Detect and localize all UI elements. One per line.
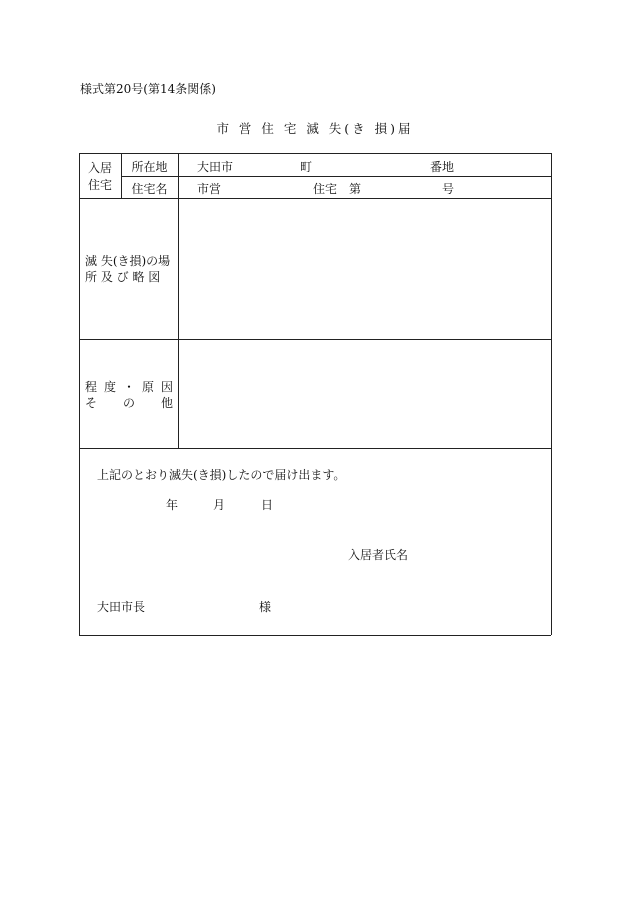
divider-label-value-bottom: [178, 198, 179, 448]
page-title: 市 営 住 宅 滅 失(き 損)届: [216, 121, 414, 136]
label-char: 原: [141, 380, 154, 394]
divider-location-name: [121, 176, 551, 177]
table-border-right: [551, 153, 552, 635]
label-char: 因: [160, 380, 173, 394]
damage-place-label-line1: 滅 失(き損)の場: [85, 254, 171, 268]
damage-place-label: [85, 253, 173, 285]
housing-prefix: 市営: [197, 182, 222, 196]
table-border-left: [79, 153, 80, 635]
resident-housing-label-line2: 住宅: [87, 178, 112, 192]
housing-middle: 住宅 第: [313, 182, 362, 196]
divider-place-degree: [79, 339, 551, 340]
table-border-bottom: [79, 635, 551, 636]
label-char: の: [122, 396, 135, 410]
divider-label-value-top: [178, 153, 179, 198]
degree-cause-label: [85, 379, 173, 411]
damage-place-label-line2: 所 及 び 略 図: [85, 270, 161, 284]
damage-place-field[interactable]: [180, 200, 549, 337]
location-label: 所在地: [131, 160, 168, 174]
housing-suffix: 号: [442, 182, 455, 196]
location-city: 大田市: [197, 160, 234, 174]
date-year-label: 年: [166, 498, 179, 512]
degree-cause-field[interactable]: [180, 341, 549, 446]
addressee: 大田市長: [97, 600, 146, 614]
housing-name-label: 住宅名: [131, 182, 168, 196]
honorific: 様: [259, 600, 272, 614]
resident-housing-label-line1: 入居: [87, 161, 112, 175]
label-char: そ: [85, 396, 98, 410]
date-month-label: 月: [213, 498, 226, 512]
declaration-statement: 上記のとおり滅失(き損)したので届け出ます。: [97, 468, 346, 482]
location-number: 番地: [430, 160, 455, 174]
date-day-label: 日: [261, 498, 274, 512]
divider-housing-place: [79, 198, 551, 199]
form-number: 様式第20号(第14条関係): [80, 82, 216, 96]
degree-cause-label-line2: [85, 395, 173, 411]
location-town: 町: [300, 160, 313, 174]
label-char: ・: [122, 380, 135, 394]
label-char: 他: [160, 396, 173, 410]
table-border-top: [79, 153, 551, 154]
divider-degree-declaration: [79, 448, 551, 449]
resident-housing-label: [79, 160, 121, 194]
degree-cause-label-line1: [85, 379, 173, 395]
label-char: 度: [103, 380, 116, 394]
label-char: 程: [85, 380, 98, 394]
resident-name-label: 入居者氏名: [348, 548, 409, 562]
